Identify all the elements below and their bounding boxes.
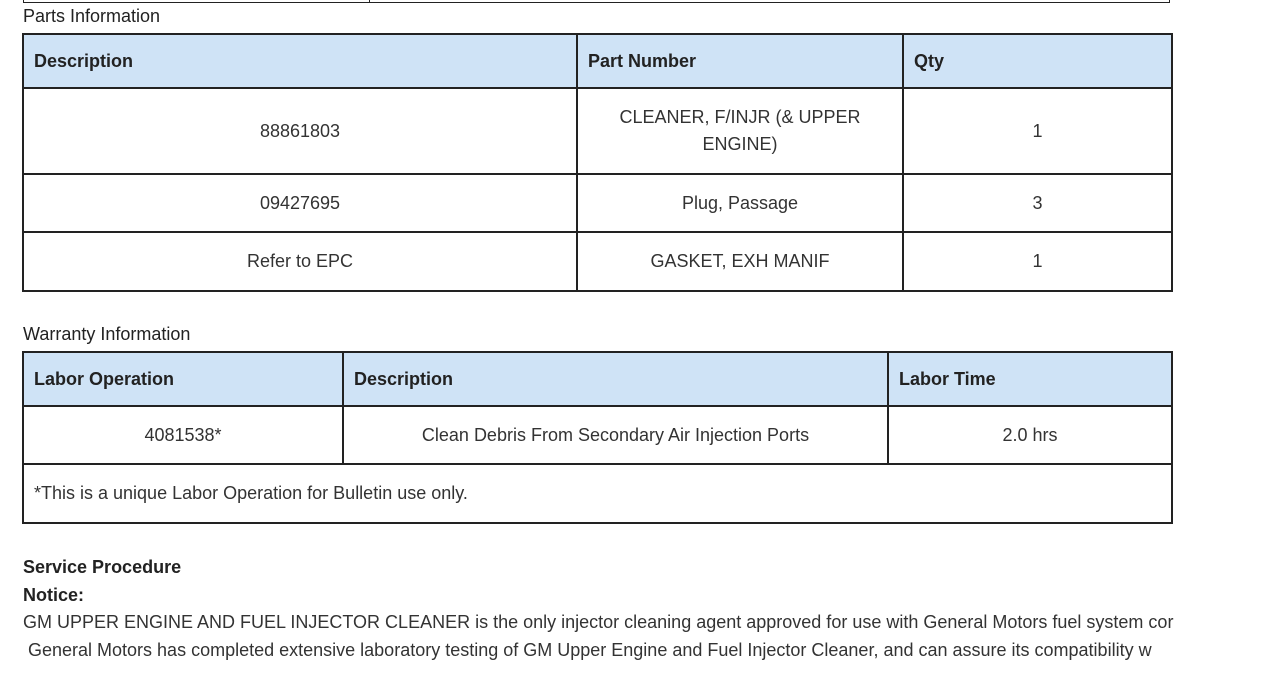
warranty-cell-labor-time: 2.0 hrs: [888, 406, 1172, 464]
notice-label: Notice:: [23, 585, 85, 605]
table-row: [23, 406, 1172, 464]
table-row: [23, 232, 1172, 291]
table-row: [23, 174, 1172, 232]
parts-cell-part-number: CLEANER, F/INJR (& UPPER ENGINE): [577, 88, 903, 174]
warranty-header-row: [23, 352, 1172, 406]
warranty-header-labor-operation: Labor Operation: [23, 352, 343, 406]
previous-table-divider: [369, 0, 370, 2]
parts-cell-description: Refer to EPC: [23, 232, 577, 291]
warranty-cell-description: Clean Debris From Secondary Air Injection Ports: [343, 406, 888, 464]
warranty-information-title: Warranty Information: [23, 324, 191, 344]
parts-information-title: Parts Information: [23, 6, 161, 26]
notice-text-line-1: GM UPPER ENGINE AND FUEL INJECTOR CLEANER is the only injector cleaning agent approved for use with General Motors fuel system cor: [23, 612, 1174, 632]
notice-text-line-2: General Motors has completed extensive laboratory testing of GM Upper Engine and Fuel Injector Cleaner, and can assure its compatibility w: [23, 640, 1152, 660]
warranty-cell-labor-operation: 4081538*: [23, 406, 343, 464]
previous-table-remnant: [23, 0, 1170, 3]
service-procedure-title: Service Procedure: [23, 557, 182, 577]
parts-table: [22, 33, 1173, 292]
parts-cell-qty: 1: [903, 232, 1172, 291]
warranty-table: [22, 351, 1173, 524]
parts-cell-description: 09427695: [23, 174, 577, 232]
parts-cell-description: 88861803: [23, 88, 577, 174]
parts-cell-part-number: GASKET, EXH MANIF: [577, 232, 903, 291]
warranty-header-labor-time: Labor Time: [888, 352, 1172, 406]
parts-header-qty: Qty: [903, 34, 1172, 88]
parts-header-description: Description: [23, 34, 577, 88]
table-row: [23, 464, 1172, 523]
table-row: [23, 88, 1172, 174]
parts-cell-qty: 3: [903, 174, 1172, 232]
parts-cell-qty: 1: [903, 88, 1172, 174]
parts-header-row: [23, 34, 1172, 88]
warranty-header-description: Description: [343, 352, 888, 406]
warranty-footnote: *This is a unique Labor Operation for Bulletin use only.: [23, 464, 1172, 523]
parts-header-part-number: Part Number: [577, 34, 903, 88]
parts-cell-part-number: Plug, Passage: [577, 174, 903, 232]
